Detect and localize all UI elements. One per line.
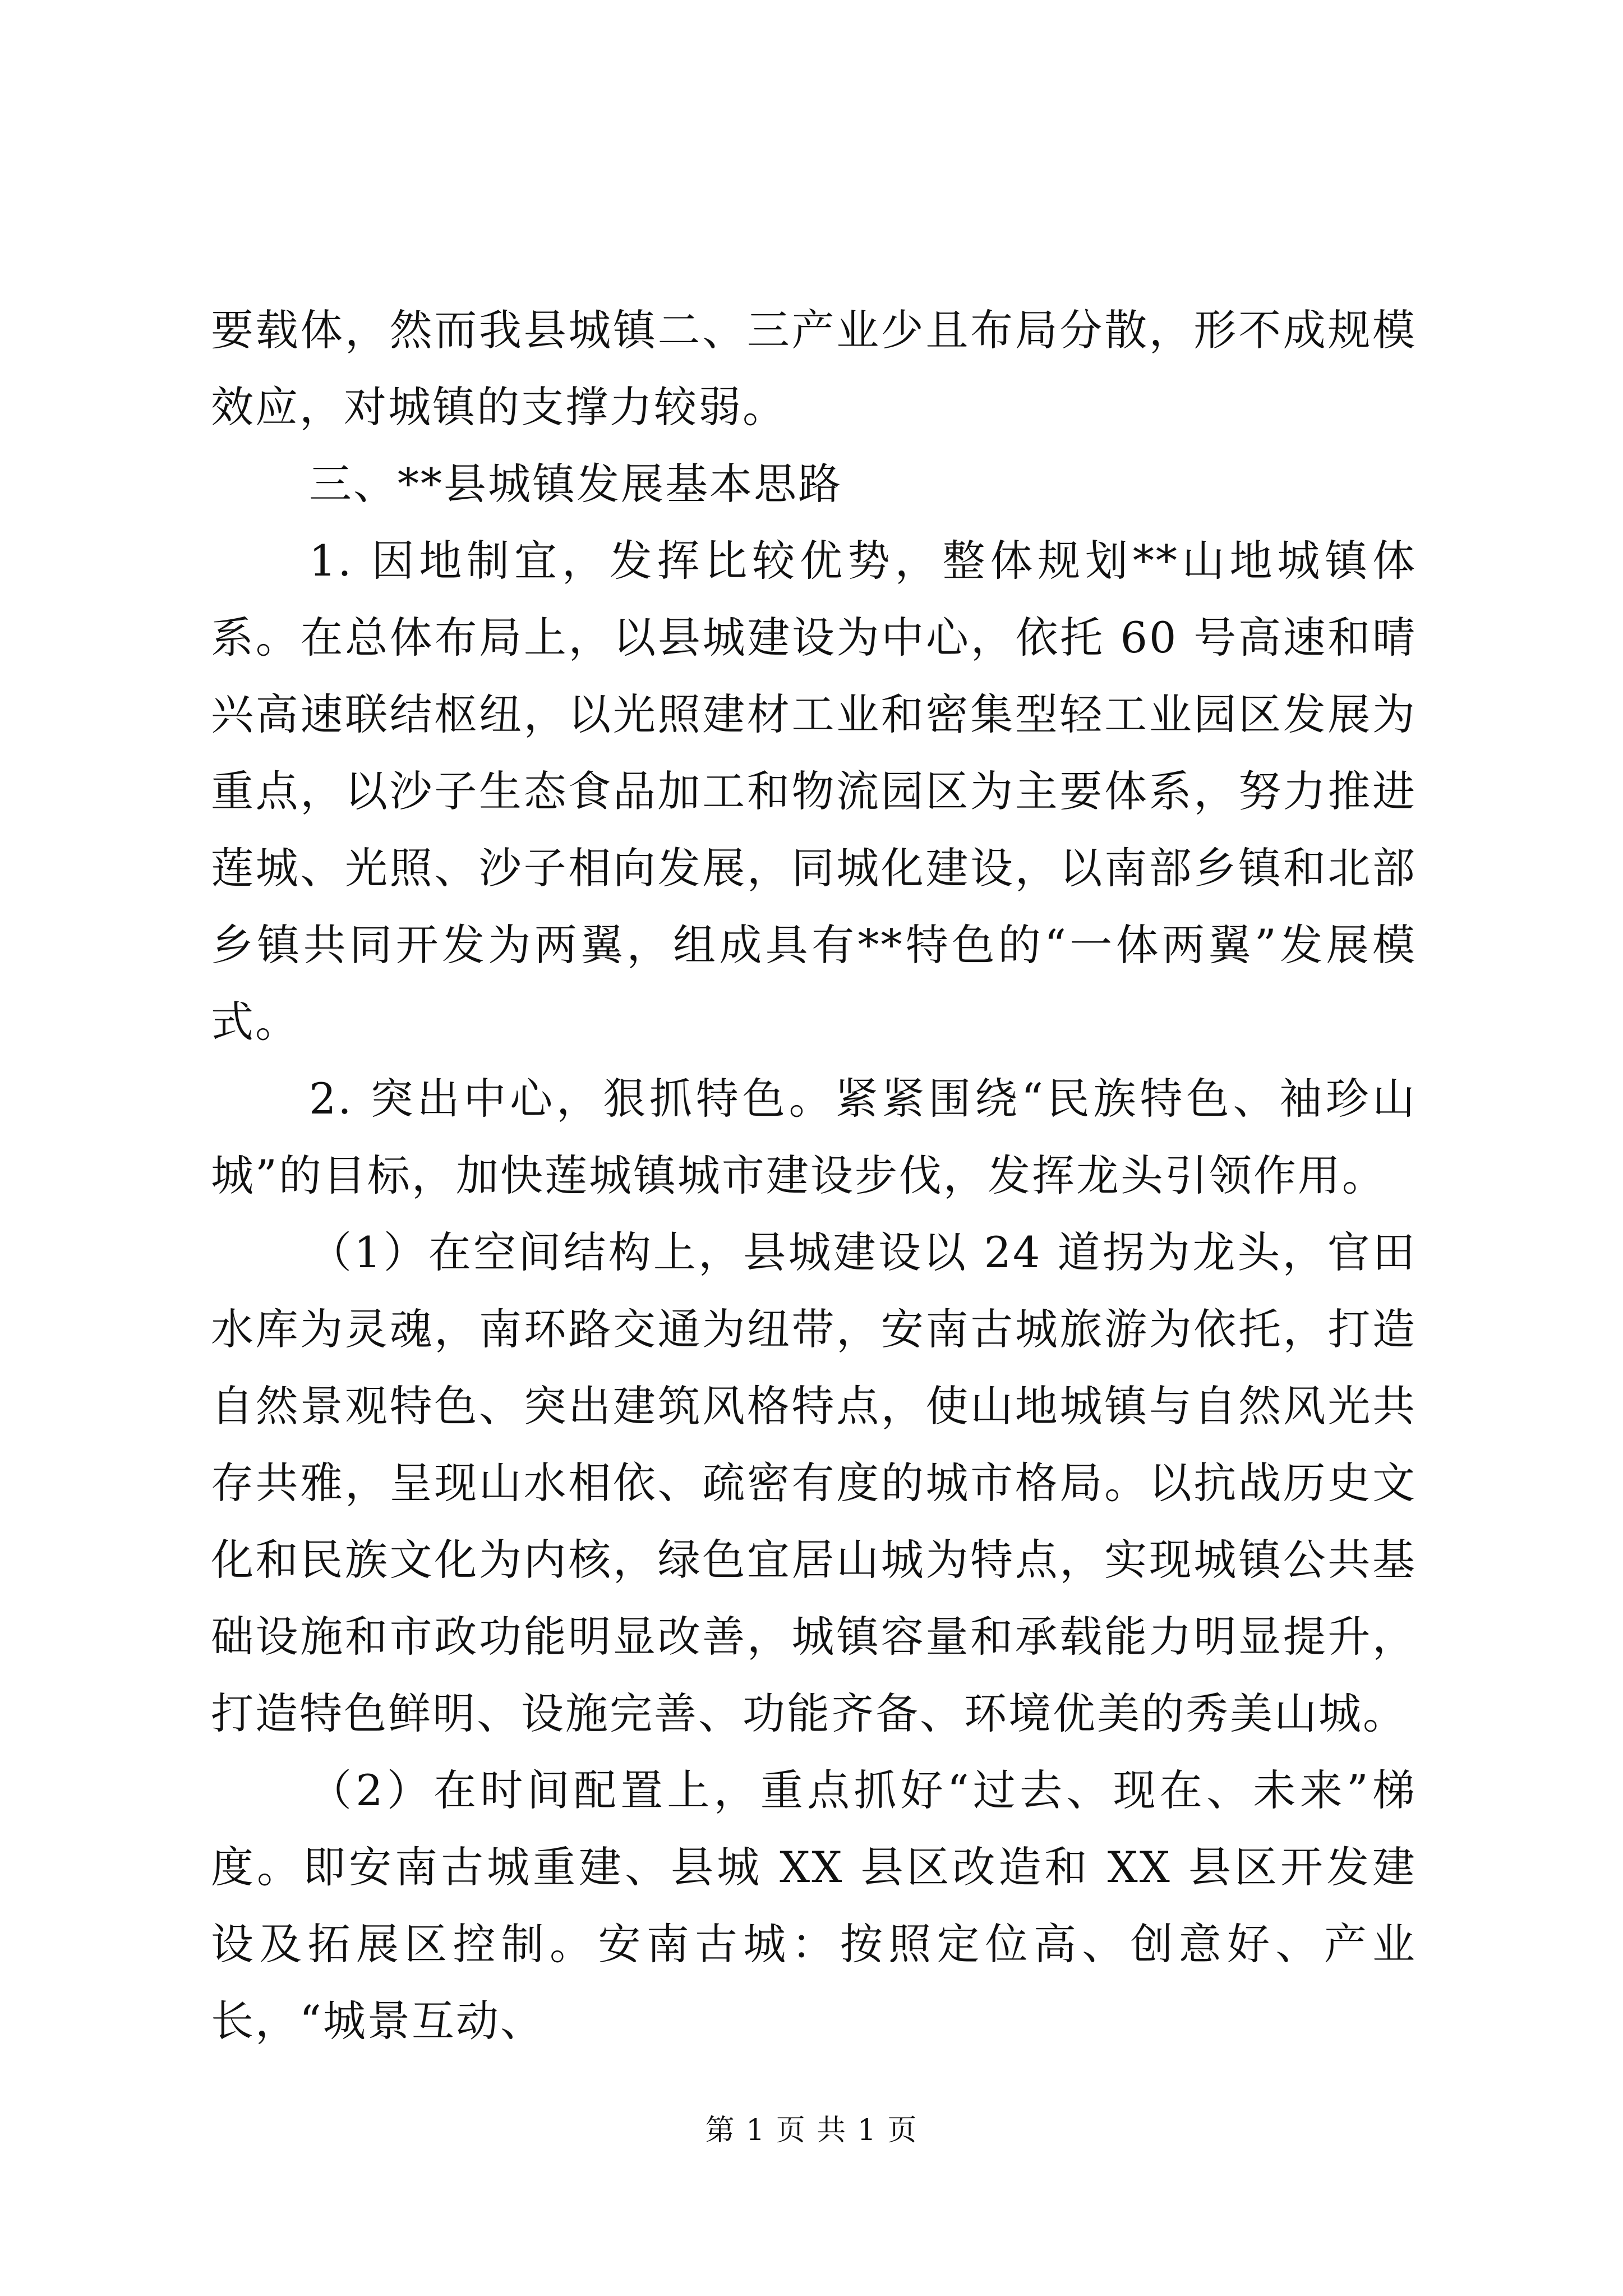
paragraph-point-1: 1. 因地制宜，发挥比较优势，整体规划**山地城镇体系。在总体布局上，以县城建设为中心，依托 60 号高速和晴兴高速联结枢纽，以光照建材工业和密集型轻工业园区发展为重点，以沙子生态食品加工和物流园区为主要体系，努力推进莲城、光照、沙子相向发展，同城化建设，以南部乡镇和北部乡镇共同开发为两翼，组成具有**特色的“一体两翼”发展模式。 [211, 536, 1417, 1047]
page-footer: 第 1 页 共 1 页 [705, 2114, 918, 2147]
paragraph-subpoint-2: （2）在时间配置上，重点抓好“过去、现在、未来”梯度。即安南古城重建、县城 XX 县区改造和 XX 县区开发建设及拓展区控制。安南古城：按照定位高、创意好、产业长，“城景互动、 [211, 1765, 1417, 2046]
paragraph-subpoint-1: （1）在空间结构上，县城建设以 24 道拐为龙头，官田水库为灵魂，南环路交通为纽带，安南古城旅游为依托，打造自然景观特色、突出建筑风格特点，使山地城镇与自然风光共存共雅，呈现山水相依、疏密有度的城市格局。以抗战历史文化和民族文化为内核，绿色宜居山城为特点，实现城镇公共基础设施和市政功能明显改善，城镇容量和承载能力明显提升，打造特色鲜明、设施完善、功能齐备、环境优美的秀美山城。 [211, 1227, 1417, 1738]
paragraph-point-2: 2. 突出中心，狠抓特色。紧紧围绕“民族特色、袖珍山城”的目标，加快莲城镇城市建设步伐，发挥龙头引领作用。 [211, 1074, 1417, 1200]
paragraph-continuation: 要载体，然而我县城镇二、三产业少且布局分散，形不成规模效应，对城镇的支撑力较弱。 [211, 305, 1417, 432]
section-heading: 三、**县城镇发展基本思路 [309, 459, 842, 509]
document-body [211, 292, 1417, 2059]
